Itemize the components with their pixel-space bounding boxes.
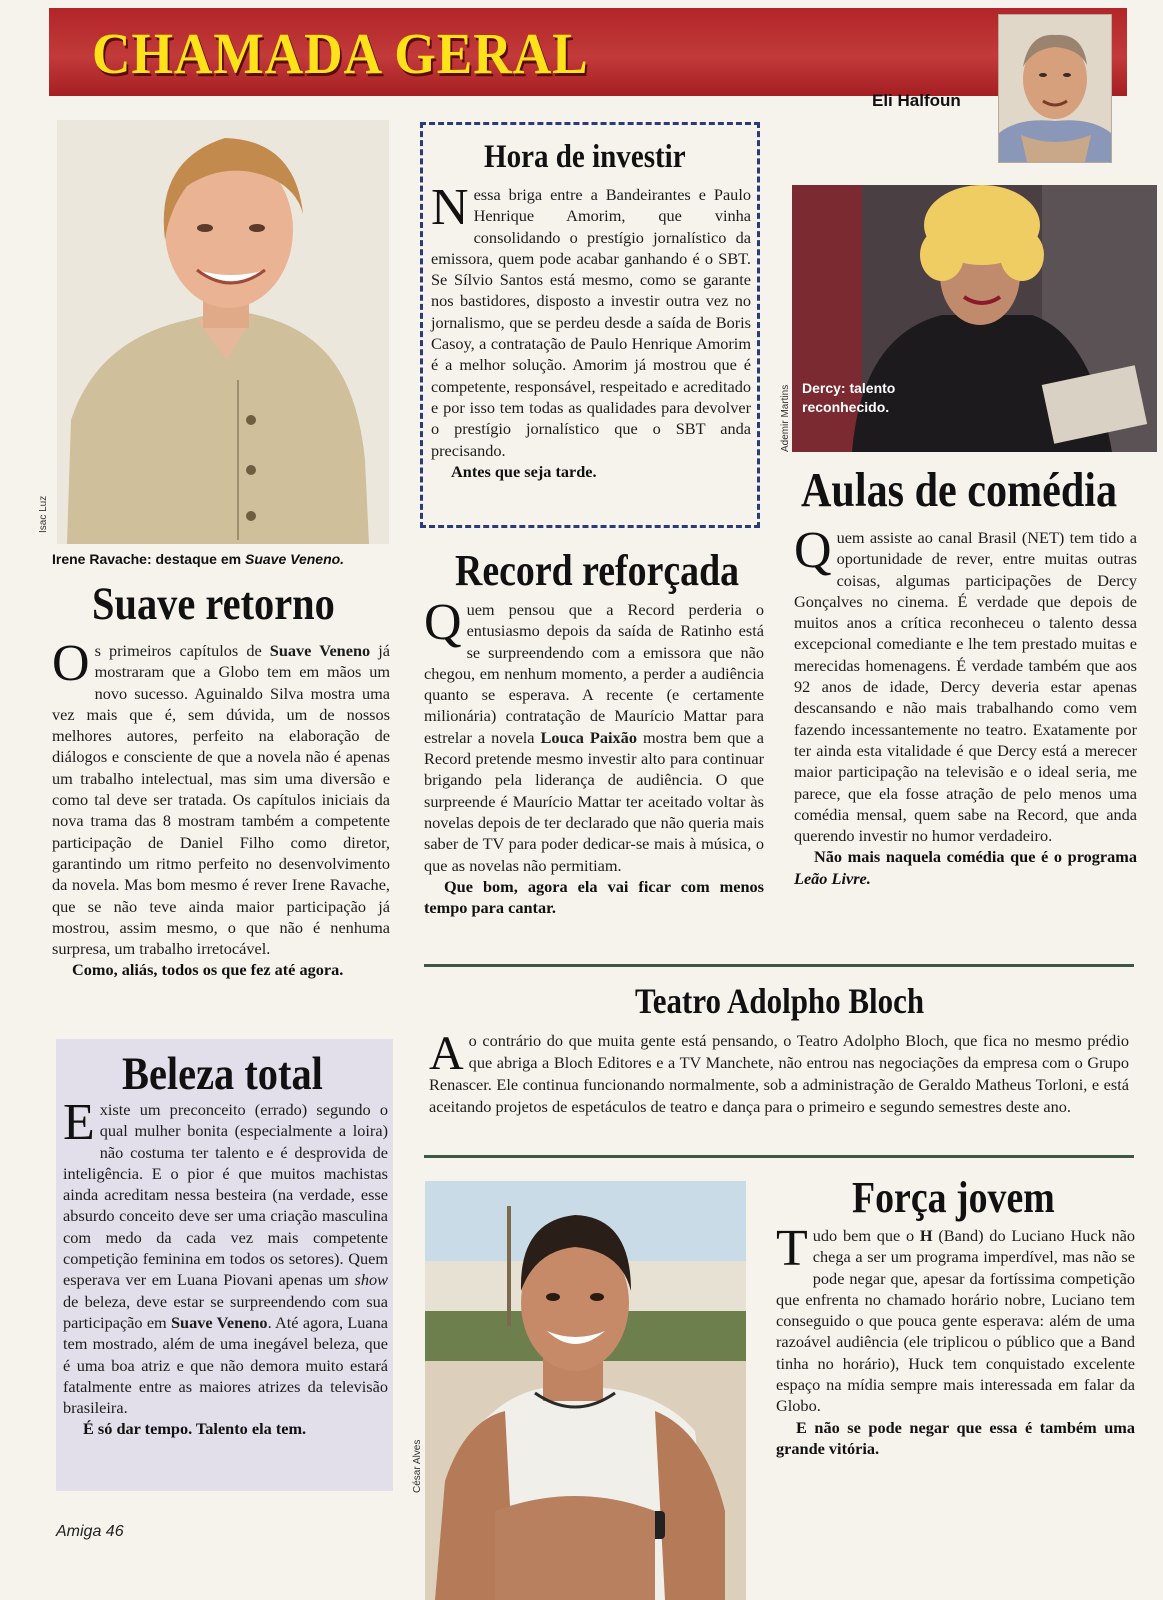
article-closer: Como, aliás, todos os que fez até agora. [72, 960, 344, 980]
headline-record-reforcada: Record reforçada [455, 546, 740, 595]
dropcap: Q [794, 522, 832, 579]
columnist-name: Eli Halfoun [872, 91, 961, 110]
photo-credit: César Alves [412, 1439, 423, 1493]
photo-caption: Dercy: talento reconhecido. [802, 380, 896, 415]
article-teatro-adolpho-bloch: Ao contrário do que muita gente está pensando, o Teatro Adolpho Bloch, que fica no mesmo prédio que abriga a Bloch Editores e a TV Manchete, não entrou nas negociações da empresa com o Grupo Renascer. Ele continua funcionando normalmente, sob a administração de Geraldo Matheus Torloni, e está aceitando projetos de espetáculos de teatro e dança para o primeiro e segundo semestres deste ano. [429, 1027, 1129, 1116]
photo-caption: Irene Ravache: destaque em Suave Veneno. [52, 551, 345, 567]
article-closer: É só dar tempo. Talento ela tem. [83, 1419, 307, 1439]
section-title: CHAMADA GERAL [92, 21, 589, 86]
luciano-huck-photo [425, 1181, 746, 1600]
headline-hora-de-investir: Hora de investir [484, 139, 686, 175]
columnist-photo [998, 14, 1112, 163]
headline-beleza-total: Beleza total [122, 1048, 323, 1100]
article-record-reforcada: Quem pensou que a Record perderia o entusiasmo depois da saída de Ratinho está se surpreendendo com a emissora que não chegou, em nenhum momento, a perder a audiência quanto se esperava. A recente (e certamente milionária) contratação de Maurício Mattar para estrelar a novela Louca Paixão mostra bem que a Record pretende mesmo investir alto para continuar brigando pela liderança de audiência. O que surpreende é Maurício Mattar ter aceitado voltar às novelas depois de ter declarado que não queria mais saber de TV para poder dedicar-se mais à música, o que as novelas não permitiam. Que bom, agora ela vai ficar com menos tempo para cantar. [424, 594, 765, 918]
headline-aulas-de-comedia: Aulas de comédia [801, 462, 1118, 517]
photo-credit: Ademir Martins [780, 384, 791, 452]
divider-rule [424, 964, 1134, 967]
article-closer: Antes que seja tarde. [451, 461, 597, 481]
page-footer: Amiga 46 [56, 1523, 124, 1540]
article-hora-de-investir: Nessa briga entre a Bandeirantes e Paulo Henrique Amorim, que vinha consolidando o prestígio jornalístico da emissora, quem pode acabar ganhando é o SBT. Se Sílvio Santos está mesmo, como se garante nos bastidores, disposto a investir outra vez no jornalismo, que se perdeu desde a saída de Boris Casoy, a contratação de Paulo Henrique Amorim é a melhor solução. Amorim já mostrou que é competente, responsável, respeitado e acreditado e por isso tem todas as qualidades para devolver o prestígio jornalístico que o SBT anda precisando. Antes que seja tarde. [431, 179, 751, 481]
dropcap: N [431, 179, 469, 236]
article-aulas-de-comedia: Quem assiste ao canal Brasil (NET) tem tido a oportunidade de rever, entre muitas outras coisas, algumas participações de Dercy Gonçalves no cinema. É verdade que depois de muitos anos a crítica reconheceu o talento dessa excepcional comediante e lhe tem prestado muitas e merecidas homenagens. É verdade também que aos 92 anos de idade, Dercy deveria estar apenas descansando e não mais trabalhando como vem fazendo incessantemente no teatro. Exatamente por ter ainda esta vitalidade é que Dercy está a merecer maior participação na televisão e o ideal seria, me parece, que ela fosse atração de pelo menos uma comédia mensal, quem sabe na Record, que anda querendo investir no humor verdadeiro. Não mais naquela comédia que é o programa Leão Livre. [794, 522, 1137, 888]
dropcap: A [429, 1027, 464, 1080]
photo-credit: Isac Luz [38, 495, 49, 533]
headline-teatro-adolpho-bloch: Teatro Adolpho Bloch [635, 981, 925, 1021]
article-beleza-total: Existe um preconceito (errado) segundo o qual mulher bonita (especialmente a loira) não costuma ter talento e é desprovida de inteligência. E o pior é que muitos machistas ainda acreditam nessa besteira (na verdade, esse absurdo conceito deve ser uma criação masculina com medo da cada vez mais competente competição feminina em todos os setores). Quem esperava ver em Luana Piovani apenas um show de beleza, deve estar se surpreendendo com sua participação em Suave Veneno. Até agora, Luana tem mostrado, além de uma inegável beleza, que é uma boa atriz e que não demora muito estará fatalmente entre as maiores atrizes da televisão brasileira. É só dar tempo. Talento ela tem. [63, 1094, 389, 1439]
divider-rule [424, 1155, 1134, 1158]
headline-forca-jovem: Força jovem [852, 1173, 1055, 1222]
dropcap: E [63, 1094, 95, 1151]
article-closer: E não se pode negar que essa é também uma grande vitória. [776, 1417, 1135, 1458]
headline-suave-retorno: Suave retorno [92, 578, 335, 630]
dropcap: T [776, 1220, 808, 1277]
article-forca-jovem: Tudo bem que o H (Band) do Luciano Huck não chega a ser um programa imperdível, mas não se pode negar que, apesar da fortíssima competição que enfrenta no chamado horário nobre, Luciano tem conseguido o que pouca gente esperava: além de uma razoável audiência (ele triplicou o público que a Band tinha no horário), Huck tem conquistado excelente espaço na mídia sempre mais interessada em falar da Globo. E não se pode negar que essa é também uma grande vitória. [776, 1220, 1135, 1458]
dropcap: O [52, 635, 90, 692]
article-closer: Que bom, agora ela vai ficar com menos tempo para cantar. [424, 876, 764, 918]
dropcap: Q [424, 594, 462, 651]
article-closer: Não mais naquela comédia que é o programa Leão Livre. [794, 847, 1137, 888]
article-suave-retorno: Os primeiros capítulos de Suave Veneno já mostraram que a Globo tem em mãos um novo sucesso. Aguinaldo Silva mostra uma vez mais que é, sem dúvida, um de nossos melhores autores, perfeito na elaboração de diálogos e consciente de que a novela não é apenas um trabalho intelectual, mas sim uma diversão e como tal deve ser tratada. Os capítulos iniciais da nova trama das 8 mostram também a competente participação de Daniel Filho como diretor, garantindo um ritmo perfeito no desenvolvimento da novela. Mas bom mesmo é rever Irene Ravache, que se não teve ainda maior participação já mostrou, assim mesmo, o que não é nenhuma surpresa, um trabalho irretocável. Como, aliás, todos os que fez até agora. [52, 635, 390, 980]
irene-ravache-photo [57, 120, 389, 544]
